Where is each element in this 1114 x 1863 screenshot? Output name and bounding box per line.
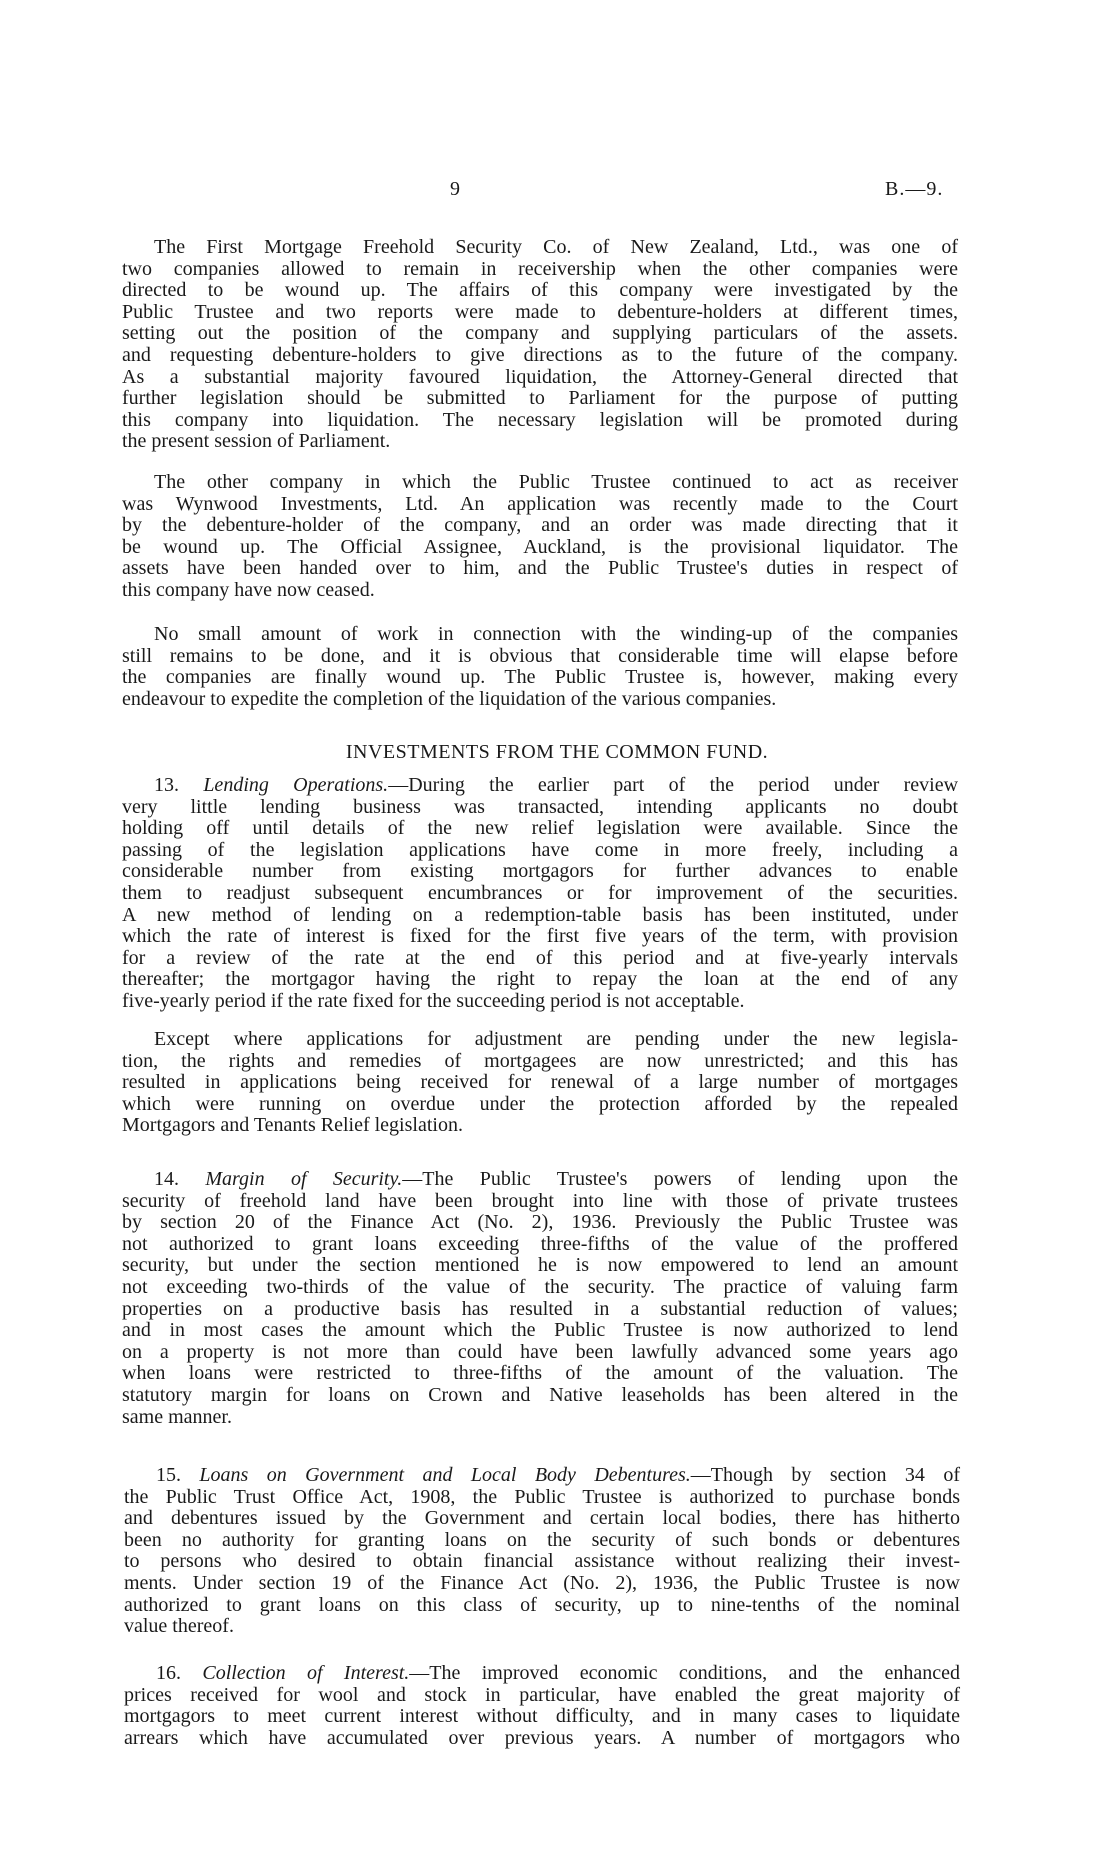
text-line: be wound up. The Official Assignee, Auckland, is the provisional liquidator. The <box>122 535 958 558</box>
text-line: Except where applications for adjustment are pending under the new legisla- <box>154 1028 958 1050</box>
text-line: A new method of lending on a redemption-table basis has been instituted, under <box>122 903 958 926</box>
section-number: 14. <box>154 1168 179 1190</box>
text-line: endeavour to expedite the completion of the liquidation of the various companies. <box>122 687 777 710</box>
paragraph-p13b <box>122 1029 958 1137</box>
text-line: was Wynwood Investments, Ltd. An application was recently made to the Court <box>122 492 958 515</box>
text-line: still remains to be done, and it is obvious that considerable time will elapse before <box>122 644 958 667</box>
section-heading: INVESTMENTS FROM THE COMMON FUND. <box>345 741 769 763</box>
page-number: 9 <box>450 178 460 200</box>
text-line: The First Mortgage Freehold Security Co. of New Zealand, Ltd., was one of <box>154 236 958 258</box>
section-title: Collection of Interest. <box>202 1662 410 1684</box>
text-line: considerable number from existing mortgagors for further advances to enable <box>122 860 958 883</box>
document-reference: B.—9. <box>885 178 944 200</box>
text-line: for a review of the rate at the end of this period and at five-yearly intervals <box>122 946 958 969</box>
text-line: two companies allowed to remain in receivership when the other companies were <box>122 257 958 280</box>
text-line: this company have now ceased. <box>122 578 375 601</box>
text-line: passing of the legislation applications have come in more freely, including a <box>122 838 958 861</box>
text-line: statutory margin for loans on Crown and Native leaseholds has been altered in the <box>122 1383 958 1406</box>
text-line: same manner. <box>122 1405 232 1428</box>
text-line: which were running on overdue under the protection afforded by the repealed <box>122 1092 958 1115</box>
text-line: holding off until details of the new relief legislation were available. Since the <box>122 817 958 840</box>
text-line: the Public Trust Office Act, 1908, the Public Trustee is authorized to purchase bonds <box>124 1485 960 1508</box>
text-line: security of freehold land have been brought into line with those of private trustees <box>122 1189 958 1212</box>
section-title: Lending Operations. <box>203 774 389 796</box>
text-line: not authorized to grant loans exceeding three-fifths of the value of the proffered <box>122 1232 958 1255</box>
text-line: on a property is not more than could have been lawfully advanced some years ago <box>122 1340 958 1363</box>
line-text: —The Public Trustee's powers of lending upon the <box>402 1168 958 1190</box>
text-line: tion, the rights and remedies of mortgagees are now unrestricted; and this has <box>122 1049 958 1072</box>
paragraph-p15 <box>124 1465 960 1638</box>
text-line: very little lending business was transacted, intending applicants no doubt <box>122 795 958 818</box>
text-line: by the debenture-holder of the company, and an order was made directing that it <box>122 514 958 537</box>
text-line <box>122 775 958 797</box>
text-line: Public Trustee and two reports were made to debenture-holders at different times, <box>122 300 958 323</box>
text-line: security, but under the section mentioned he is now empowered to lend an amount <box>122 1254 958 1277</box>
text-line: prices received for wool and stock in particular, have enabled the great majority of <box>124 1683 960 1706</box>
paragraph-p3 <box>122 624 958 710</box>
text-line: by section 20 of the Finance Act (No. 2), 1936. Previously the Public Trustee was <box>122 1211 958 1234</box>
section-title: Margin of Security. <box>205 1168 403 1190</box>
text-line: Mortgagors and Tenants Relief legislation. <box>122 1114 463 1137</box>
text-line: As a substantial majority favoured liquidation, the Attorney-General directed that <box>122 365 958 388</box>
line-text: —The improved economic conditions, and the enhanced <box>409 1662 961 1684</box>
text-line: the present session of Parliament. <box>122 430 391 453</box>
text-line: five-yearly period if the rate fixed for the succeeding period is not acceptable. <box>122 989 745 1012</box>
paragraph-p13 <box>122 775 958 1013</box>
section-number: 13. <box>154 774 179 796</box>
text-line: setting out the position of the company and supplying particulars of the assets. <box>122 322 958 345</box>
text-line: and requesting debenture-holders to give directions as to the future of the company. <box>122 343 958 366</box>
text-line: properties on a productive basis has resulted in a substantial reduction of values; <box>122 1297 958 1320</box>
text-line: further legislation should be submitted to Parliament for the purpose of putting <box>122 387 958 410</box>
paragraph-p1 <box>122 237 958 453</box>
text-line: and debentures issued by the Government and certain local bodies, there has hitherto <box>124 1507 960 1530</box>
text-line: arrears which have accumulated over previous years. A number of mortgagors who <box>124 1726 960 1749</box>
text-line: assets have been handed over to him, and the Public Trustee's duties in respect of <box>122 557 958 580</box>
text-line: them to readjust subsequent encumbrances or for improvement of the securities. <box>122 881 958 904</box>
paragraph-p14 <box>122 1169 958 1428</box>
section-number: 15. <box>156 1464 181 1486</box>
section-title: Loans on Government and Local Body Debentures. <box>199 1464 691 1486</box>
text-line <box>124 1663 960 1685</box>
text-line: when loans were restricted to three-fifths of the amount of the valuation. The <box>122 1362 958 1385</box>
text-line: and in most cases the amount which the Public Trustee is now authorized to lend <box>122 1319 958 1342</box>
paragraph-p2 <box>122 472 958 602</box>
text-line: authorized to grant loans on this class of security, up to nine-tenths of the nominal <box>124 1593 960 1616</box>
text-line: which the rate of interest is fixed for the first five years of the term, with provision <box>122 925 958 948</box>
text-line: to persons who desired to obtain financial assistance without realizing their invest- <box>124 1550 960 1573</box>
text-line: been no authority for granting loans on the security of such bonds or debentures <box>124 1528 960 1551</box>
text-line: No small amount of work in connection with the winding-up of the companies <box>154 623 958 645</box>
text-line: not exceeding two-thirds of the value of the security. The practice of valuing farm <box>122 1275 958 1298</box>
text-line: this company into liquidation. The necessary legislation will be promoted during <box>122 408 958 431</box>
text-line: resulted in applications being received for renewal of a large number of mortgages <box>122 1071 958 1094</box>
text-line: mortgagors to meet current interest without difficulty, and in many cases to liquidate <box>124 1705 960 1728</box>
text-line: value thereof. <box>124 1615 234 1638</box>
paragraph-p16 <box>124 1663 960 1749</box>
text-line <box>122 1169 958 1191</box>
text-line <box>124 1465 960 1487</box>
text-line: The other company in which the Public Trustee continued to act as receiver <box>154 471 958 493</box>
text-line: ments. Under section 19 of the Finance Act (No. 2), 1936, the Public Trustee is now <box>124 1571 960 1594</box>
line-text: —During the earlier part of the period under review <box>388 774 959 796</box>
section-number: 16. <box>156 1662 181 1684</box>
text-line: thereafter; the mortgagor having the right to repay the loan at the end of any <box>122 968 958 991</box>
text-line: the companies are finally wound up. The Public Trustee is, however, making every <box>122 666 958 689</box>
line-text: —Though by section 34 of <box>690 1464 960 1486</box>
text-line: directed to be wound up. The affairs of this company were investigated by the <box>122 279 958 302</box>
